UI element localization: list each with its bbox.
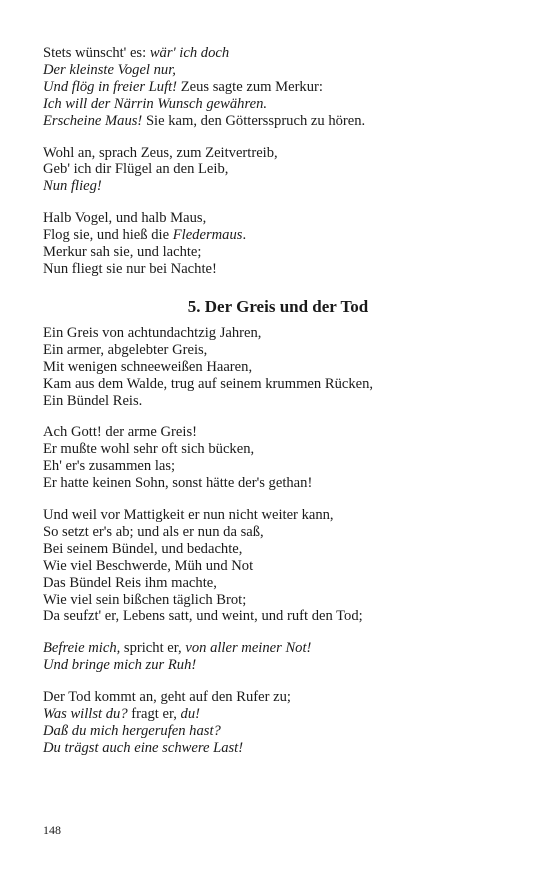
text: spricht er,: [120, 640, 186, 657]
italic-text: Befreie mich,: [43, 640, 121, 657]
verse-line: [43, 227, 513, 244]
italic-text: Erscheine Maus!: [43, 112, 143, 129]
text: Mit wenigen schneeweißen Haaren,: [43, 358, 253, 375]
poem-heading: 5. Der Greis und der Tod: [187, 296, 369, 316]
verse-line: [43, 62, 513, 79]
verse-line: [43, 541, 513, 558]
italic-text: von aller meiner Not!: [185, 640, 312, 657]
verse-line: [43, 210, 513, 227]
verse-line: [43, 79, 513, 96]
verse-line: [43, 261, 513, 278]
italic-text: Und bringe mich zur Ruh!: [43, 657, 197, 674]
verse-line: [43, 458, 513, 475]
verse-line: [43, 441, 513, 458]
text: Geb' ich dir Flügel an den Leib,: [43, 161, 229, 178]
text: Und weil vor Mattigkeit er nun nicht weiter kann,: [43, 507, 334, 524]
italic-text: Daß du mich hergerufen hast?: [43, 723, 221, 739]
verse-line: [43, 475, 513, 492]
verse-line: [43, 145, 513, 162]
italic-text: Der kleinste Vogel nur,: [43, 61, 176, 78]
verse-line: [43, 113, 513, 130]
stanza: [43, 325, 513, 410]
text: Flog sie, und hieß die: [43, 227, 173, 244]
verse-line: [43, 376, 513, 393]
verse-line: [43, 161, 513, 178]
stanza: [43, 210, 513, 278]
text: Ach Gott! der arme Greis!: [43, 424, 197, 441]
stanza: [43, 424, 513, 492]
text: Wohl an, sprach Zeus, zum Zeitvertreib,: [43, 144, 278, 161]
stanza: [43, 507, 513, 625]
stanza: [43, 689, 513, 757]
text: Zeus sagte zum Merkur:: [177, 78, 323, 95]
verse-line: [43, 640, 513, 657]
italic-text: Du trägst auch eine schwere Last!: [43, 739, 244, 756]
text: Nun fliegt sie nur bei Nachte!: [43, 260, 217, 277]
text: Wie viel Beschwerde, Müh und Not: [43, 557, 254, 574]
verse-line: [43, 424, 513, 441]
verse-line: [43, 592, 513, 609]
page-body: [43, 45, 513, 772]
verse-line: [43, 325, 513, 342]
verse-line: [43, 359, 513, 376]
italic-text: Nun flieg!: [43, 178, 102, 195]
text: Ein armer, abgelebter Greis,: [43, 341, 208, 358]
page-number: 148: [43, 823, 61, 837]
verse-line: [43, 178, 513, 195]
text: Stets wünscht' es:: [43, 45, 150, 61]
text: Kam aus dem Walde, trug auf seinem krummen Rücken,: [43, 375, 374, 392]
text: Sie kam, den Göttersspruch zu hören.: [142, 112, 366, 129]
text: Er hatte keinen Sohn, sonst hätte der's gethan!: [43, 475, 313, 492]
text: Eh' er's zusammen las;: [43, 458, 176, 475]
verse-line: [43, 244, 513, 261]
text: Er mußte wohl sehr oft sich bücken,: [43, 441, 255, 458]
verse-line: [43, 393, 513, 410]
verse-line: [43, 706, 513, 723]
text: .: [242, 227, 247, 244]
text: fragt er,: [127, 706, 181, 723]
verse-line: [43, 507, 513, 524]
text: Halb Vogel, und halb Maus,: [43, 210, 207, 227]
stanza: [43, 640, 513, 674]
italic-text: Und flög in freier Luft!: [43, 78, 178, 95]
verse-line: [43, 608, 513, 625]
verse-line: [43, 96, 513, 113]
text: Das Bündel Reis ihm machte,: [43, 574, 217, 591]
verse-line: [43, 558, 513, 575]
text: Wie viel sein bißchen täglich Brot;: [43, 591, 247, 608]
italic-text: Ich will der Närrin Wunsch gewähren.: [43, 95, 268, 112]
italic-text: wär' ich doch: [149, 45, 230, 61]
stanza: [43, 145, 513, 196]
italic-text: du!: [180, 706, 200, 723]
poem-body: [43, 325, 513, 757]
verse-line: [43, 342, 513, 359]
verse-line: [43, 689, 513, 706]
previous-poem-ending: [43, 45, 513, 278]
text: So setzt er's ab; und als er nun da saß,: [43, 523, 264, 540]
italic-text: Was willst du?: [43, 706, 128, 723]
verse-line: [43, 657, 513, 674]
text: Der Tod kommt an, geht auf den Rufer zu;: [43, 689, 291, 706]
stanza: [43, 45, 513, 130]
text: Merkur sah sie, und lachte;: [43, 244, 202, 261]
text: Da seufzt' er, Lebens satt, und weint, und ruft den Tod;: [43, 608, 363, 625]
text: Ein Greis von achtundachtzig Jahren,: [43, 324, 262, 341]
verse-line: [43, 723, 513, 740]
verse-line: [43, 524, 513, 541]
text: Bei seinem Bündel, und bedachte,: [43, 540, 243, 557]
verse-line: [43, 740, 513, 757]
verse-line: [43, 45, 513, 62]
text: Ein Bündel Reis.: [43, 392, 143, 409]
italic-text: Fledermaus: [172, 227, 243, 244]
verse-line: [43, 575, 513, 592]
